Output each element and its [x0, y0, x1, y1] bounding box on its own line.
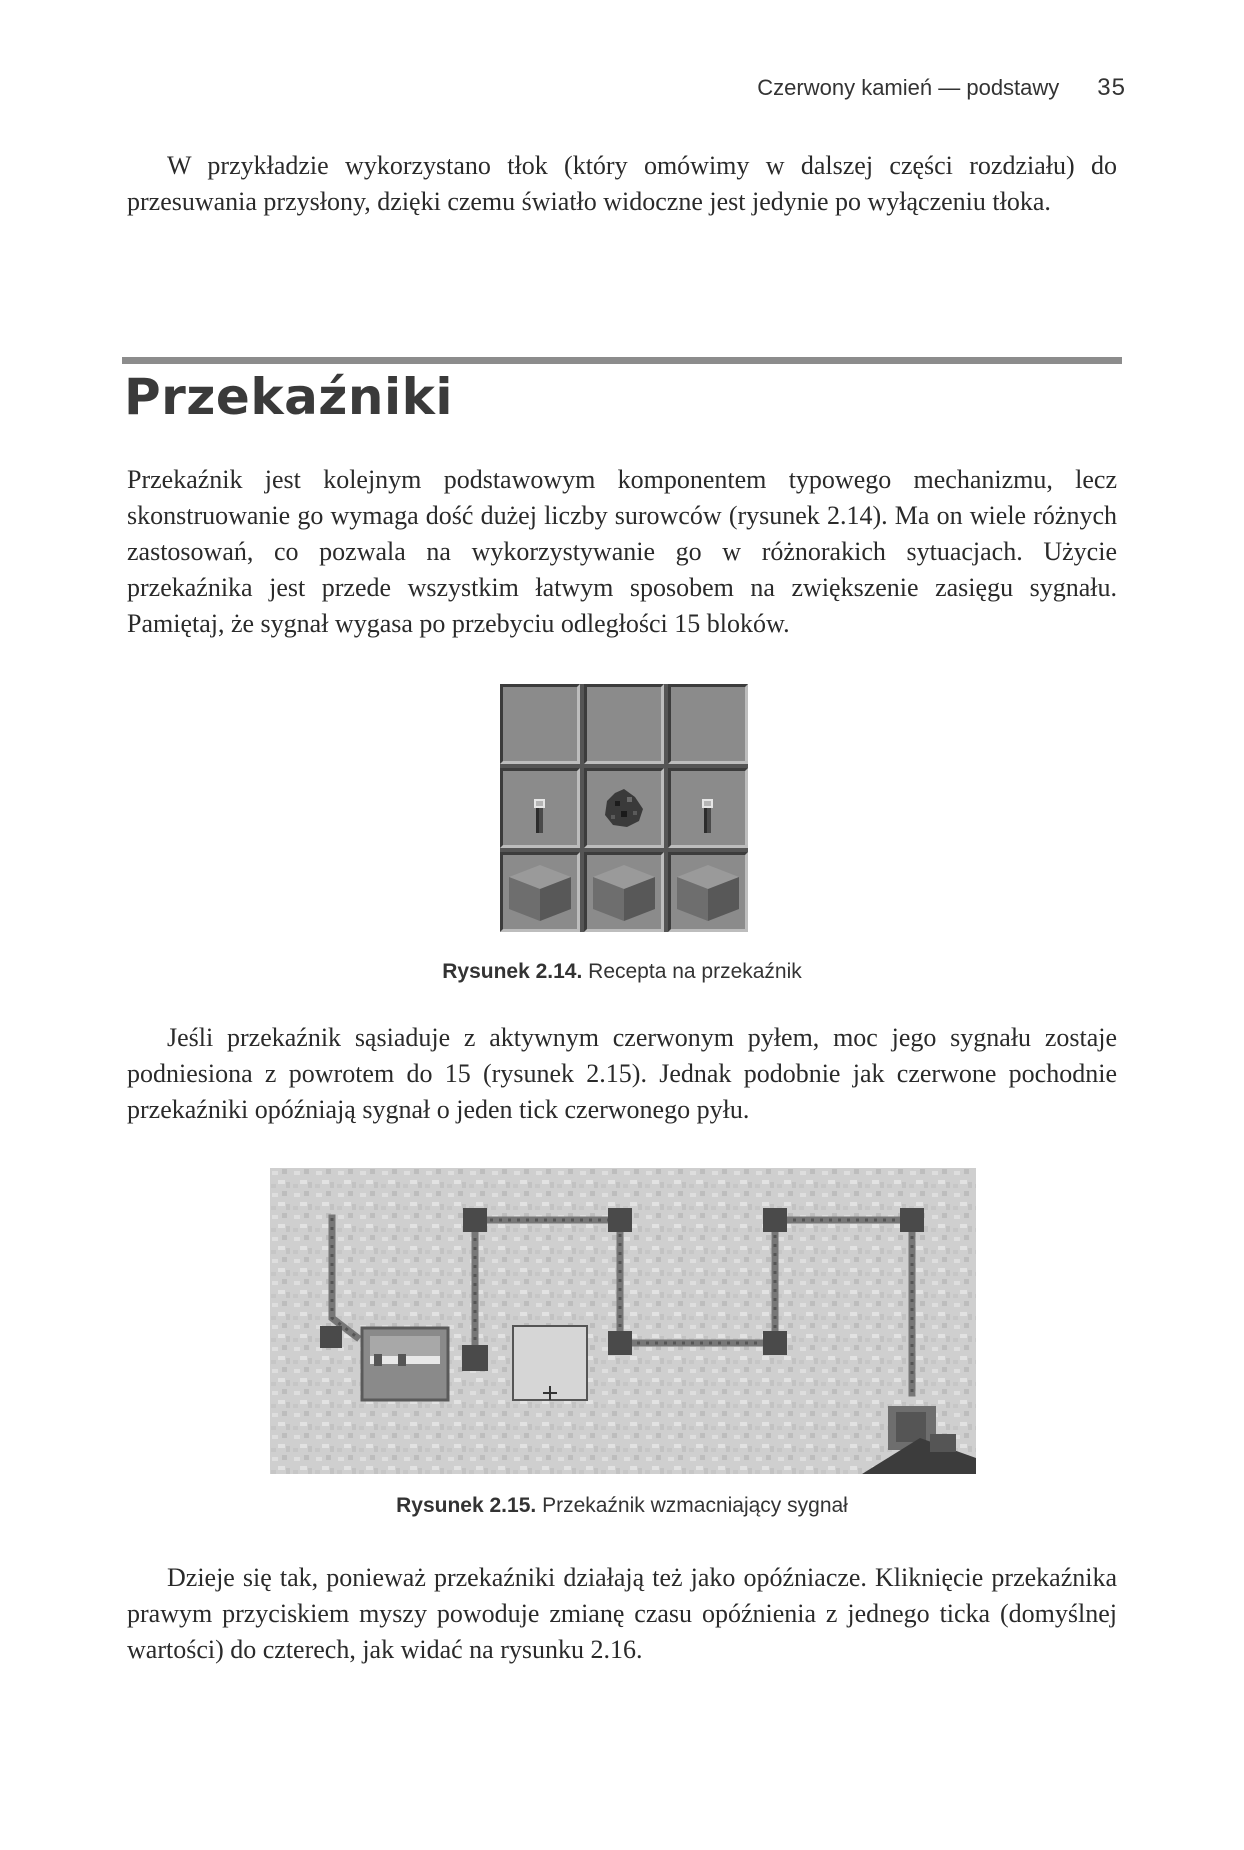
after-figure-14-paragraph: Jeśli przekaźnik sąsiaduje z aktywnym czerwonym pyłem, moc jego sygnału zostaje podniesiona z powrotem do 15 (rysunek 2.15). Jednak podobnie jak czerwone pochodnie przekaźniki opóźniają sygnał o jeden tick czerwonego pyłu. [127, 1023, 1117, 1124]
figure-caption [0, 960, 1244, 984]
slot-redstone-dust [584, 768, 664, 848]
figure-caption [0, 1494, 1244, 1518]
figure-caption-text: Przekaźnik wzmacniający sygnał [542, 1494, 848, 1517]
figure-caption-text: Recepta na przekaźnik [588, 960, 802, 983]
redstone-dust-icon [587, 771, 661, 845]
stone-block-icon [587, 855, 661, 929]
stone-block-icon [503, 855, 577, 929]
running-head [757, 74, 1126, 102]
slot-stone [668, 852, 748, 932]
redstone-torch-icon [671, 771, 745, 845]
figure-label: Rysunek 2.14. [442, 960, 583, 983]
redstone-scene-illustration [270, 1168, 976, 1474]
slot-empty [668, 684, 748, 764]
section-rule [122, 357, 1122, 364]
running-title: Czerwony kamień — podstawy [757, 75, 1060, 100]
section-body-paragraph: Przekaźnik jest kolejnym podstawowym komponentem typowego mechanizmu, lecz skonstruowanie go wymaga dość dużej liczby surowców (rysunek 2.14). Ma on wiele różnych zastosowań, co pozwala na wykorzystywanie go w różnorakich sytuacjach. Użycie przekaźnika jest przede wszystkim łatwym sposobem na zwiększenie zasięgu sygnału. Pamiętaj, że sygnał wygasa po przebyciu odległości 15 bloków. [127, 465, 1117, 638]
slot-stone [584, 852, 664, 932]
intro-paragraph: W przykładzie wykorzystano tłok (który omówimy w dalszej części rozdziału) do przesuwania przysłony, dzięki czemu światło widoczne jest jedynie po wyłączeniu tłoka. [127, 151, 1117, 216]
stone-block-icon [671, 855, 745, 929]
crafting-grid [500, 684, 748, 932]
redstone-torch-icon [503, 771, 577, 845]
section-title: Przekaźniki [124, 368, 454, 426]
page-number: 35 [1097, 74, 1126, 101]
figure-label: Rysunek 2.15. [396, 1494, 537, 1517]
slot-redstone-torch [500, 768, 580, 848]
after-figure-15-paragraph: Dzieje się tak, ponieważ przekaźniki działają też jako opóźniacze. Kliknięcie przekaźnika prawym przyciskiem myszy powoduje zmianę czasu opóźnienia z jednego ticka (domyślnej wartości) do czterech, jak widać na rysunku 2.16. [127, 1563, 1117, 1664]
redstone-screenshot [270, 1168, 976, 1474]
slot-stone [500, 852, 580, 932]
slot-empty [584, 684, 664, 764]
slot-empty [500, 684, 580, 764]
slot-redstone-torch [668, 768, 748, 848]
